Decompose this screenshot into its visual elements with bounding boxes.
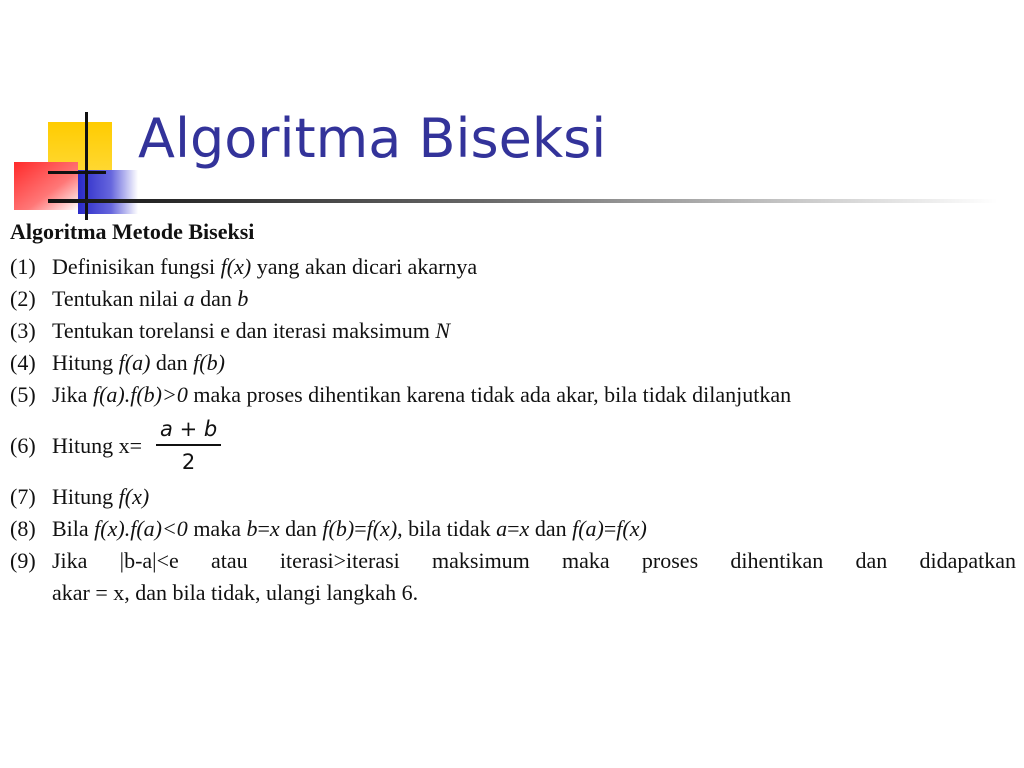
step-number: (1) <box>10 254 36 279</box>
step-number: (7) <box>10 484 36 509</box>
algorithm-box <box>10 219 1016 609</box>
decorative-logo-icon <box>0 0 150 230</box>
fraction-denominator: 2 <box>181 450 196 474</box>
algorithm-step-7 <box>10 481 1016 513</box>
algorithm-step-6 <box>10 411 1016 481</box>
step-text-line-1: Jika |b-a|<e atau iterasi>iterasi maksimum maka proses dihentikan dan didapatkan <box>52 548 1016 573</box>
step-number: (9) <box>10 548 36 573</box>
step-number: (6) <box>10 433 36 458</box>
step-number: (4) <box>10 350 36 375</box>
algorithm-heading: Algoritma Metode Biseksi <box>10 219 255 244</box>
step-text: Hitung x= $\frac{a + b}{2}$ <box>52 416 1016 476</box>
step-text: Hitung f(x) <box>52 484 150 509</box>
step-text: Jika f(a).f(b)>0 maka proses dihentikan karena tidak ada akar, bila tidak dilanjutkan <box>52 382 792 407</box>
algorithm-step-8 <box>10 513 1016 545</box>
step-number: (5) <box>10 382 36 407</box>
algorithm-step-3 <box>10 315 1016 347</box>
algorithm-step-5 <box>10 379 1016 411</box>
algorithm-step-4 <box>10 347 1016 379</box>
step-text: Definisikan fungsi f(x) yang akan dicari akarnya <box>52 254 478 279</box>
logo-vertical-line <box>85 112 88 220</box>
step-number: (3) <box>10 318 36 343</box>
step-text: Tentukan torelansi e dan iterasi maksimum N <box>52 318 451 343</box>
logo-horizontal-line <box>48 171 106 174</box>
step-text <box>52 545 1016 609</box>
step-text-line-2: akar = x, dan bila tidak, ulangi langkah 6. <box>52 580 419 605</box>
midpoint-fraction <box>156 416 221 476</box>
step-number: (2) <box>10 286 36 311</box>
step-text: Bila f(x).f(a)<0 maka b=x dan f(b)=f(x), bila tidak a=x dan f(a)=f(x) <box>52 516 647 541</box>
fraction-numerator: a + b <box>160 417 218 441</box>
algorithm-step-2 <box>10 283 1016 315</box>
step-number: (8) <box>10 516 36 541</box>
algorithm-step-1 <box>10 251 1016 283</box>
algorithm-step-9 <box>10 545 1016 609</box>
title-divider <box>48 199 998 203</box>
step-text: Tentukan nilai a dan b <box>52 286 249 311</box>
page-title: Algoritma Biseksi <box>138 107 607 170</box>
step-text: Hitung f(a) dan f(b) <box>52 350 225 375</box>
